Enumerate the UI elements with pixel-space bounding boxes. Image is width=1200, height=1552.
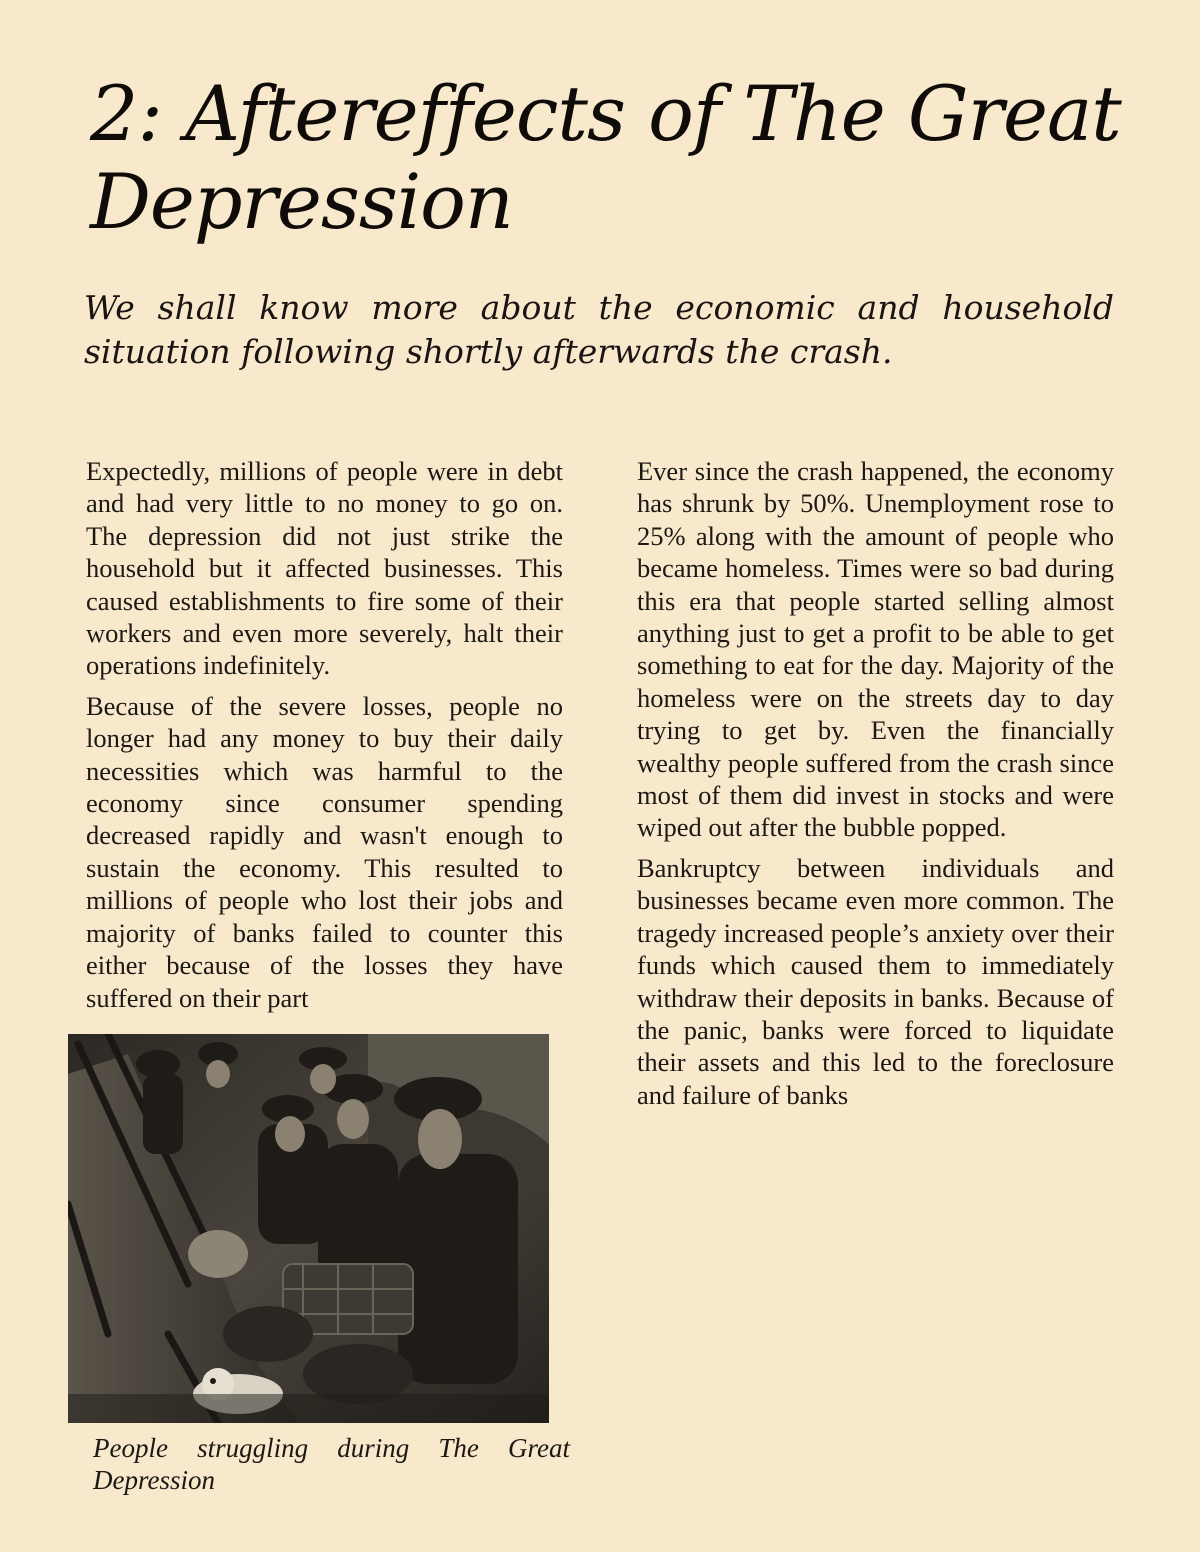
right-paragraph-2: Bankruptcy between individuals and businesses became even more common. The tragedy increased people’s anxiety over their funds which caused them to immediately withdraw their deposits in banks. Because of the panic, banks were forced to liquidate their assets and this led to the foreclosure and failure of banks: [637, 852, 1114, 1110]
soldiers-in-trench-image: [68, 1034, 549, 1423]
right-paragraph-1: Ever since the crash happened, the economy has shrunk by 50%. Unemployment rose to 25% along with the amount of people who became homeless. Times were so bad during this era that people started selling almost anything just to get a profit to be able to get something to eat for the day. Majority of the homeless were on the streets day to day trying to get by. Even the financially wealthy people suffered from the crash since most of them did invest in stocks and were wiped out after the bubble popped.: [637, 456, 1114, 843]
page-title: 2: Aftereffects of The Great Depression: [90, 69, 1121, 246]
left-text-column: [86, 455, 563, 1022]
page-subtitle: We shall know more about the economic and household situation following shortly afterwards the crash.: [84, 288, 1114, 371]
historical-photo: [68, 1034, 549, 1423]
left-paragraph-1: Expectedly, millions of people were in debt and had very little to no money to go on. The depression did not just strike the household but it affected businesses. This caused establishments to fire some of their workers and even more severely, halt their operations indefinitely.: [86, 456, 563, 681]
left-paragraph-2: Because of the severe losses, people no longer had any money to buy their daily necessities which was harmful to the economy since consumer spending decreased rapidly and wasn't enough to sustain the economy. This resulted to millions of people who lost their jobs and majority of banks failed to counter this either because of the losses they have suffered on their part: [86, 690, 563, 1013]
figure-caption: People struggling during The Great Depression: [93, 1433, 570, 1495]
right-text-column: [637, 455, 1114, 1119]
